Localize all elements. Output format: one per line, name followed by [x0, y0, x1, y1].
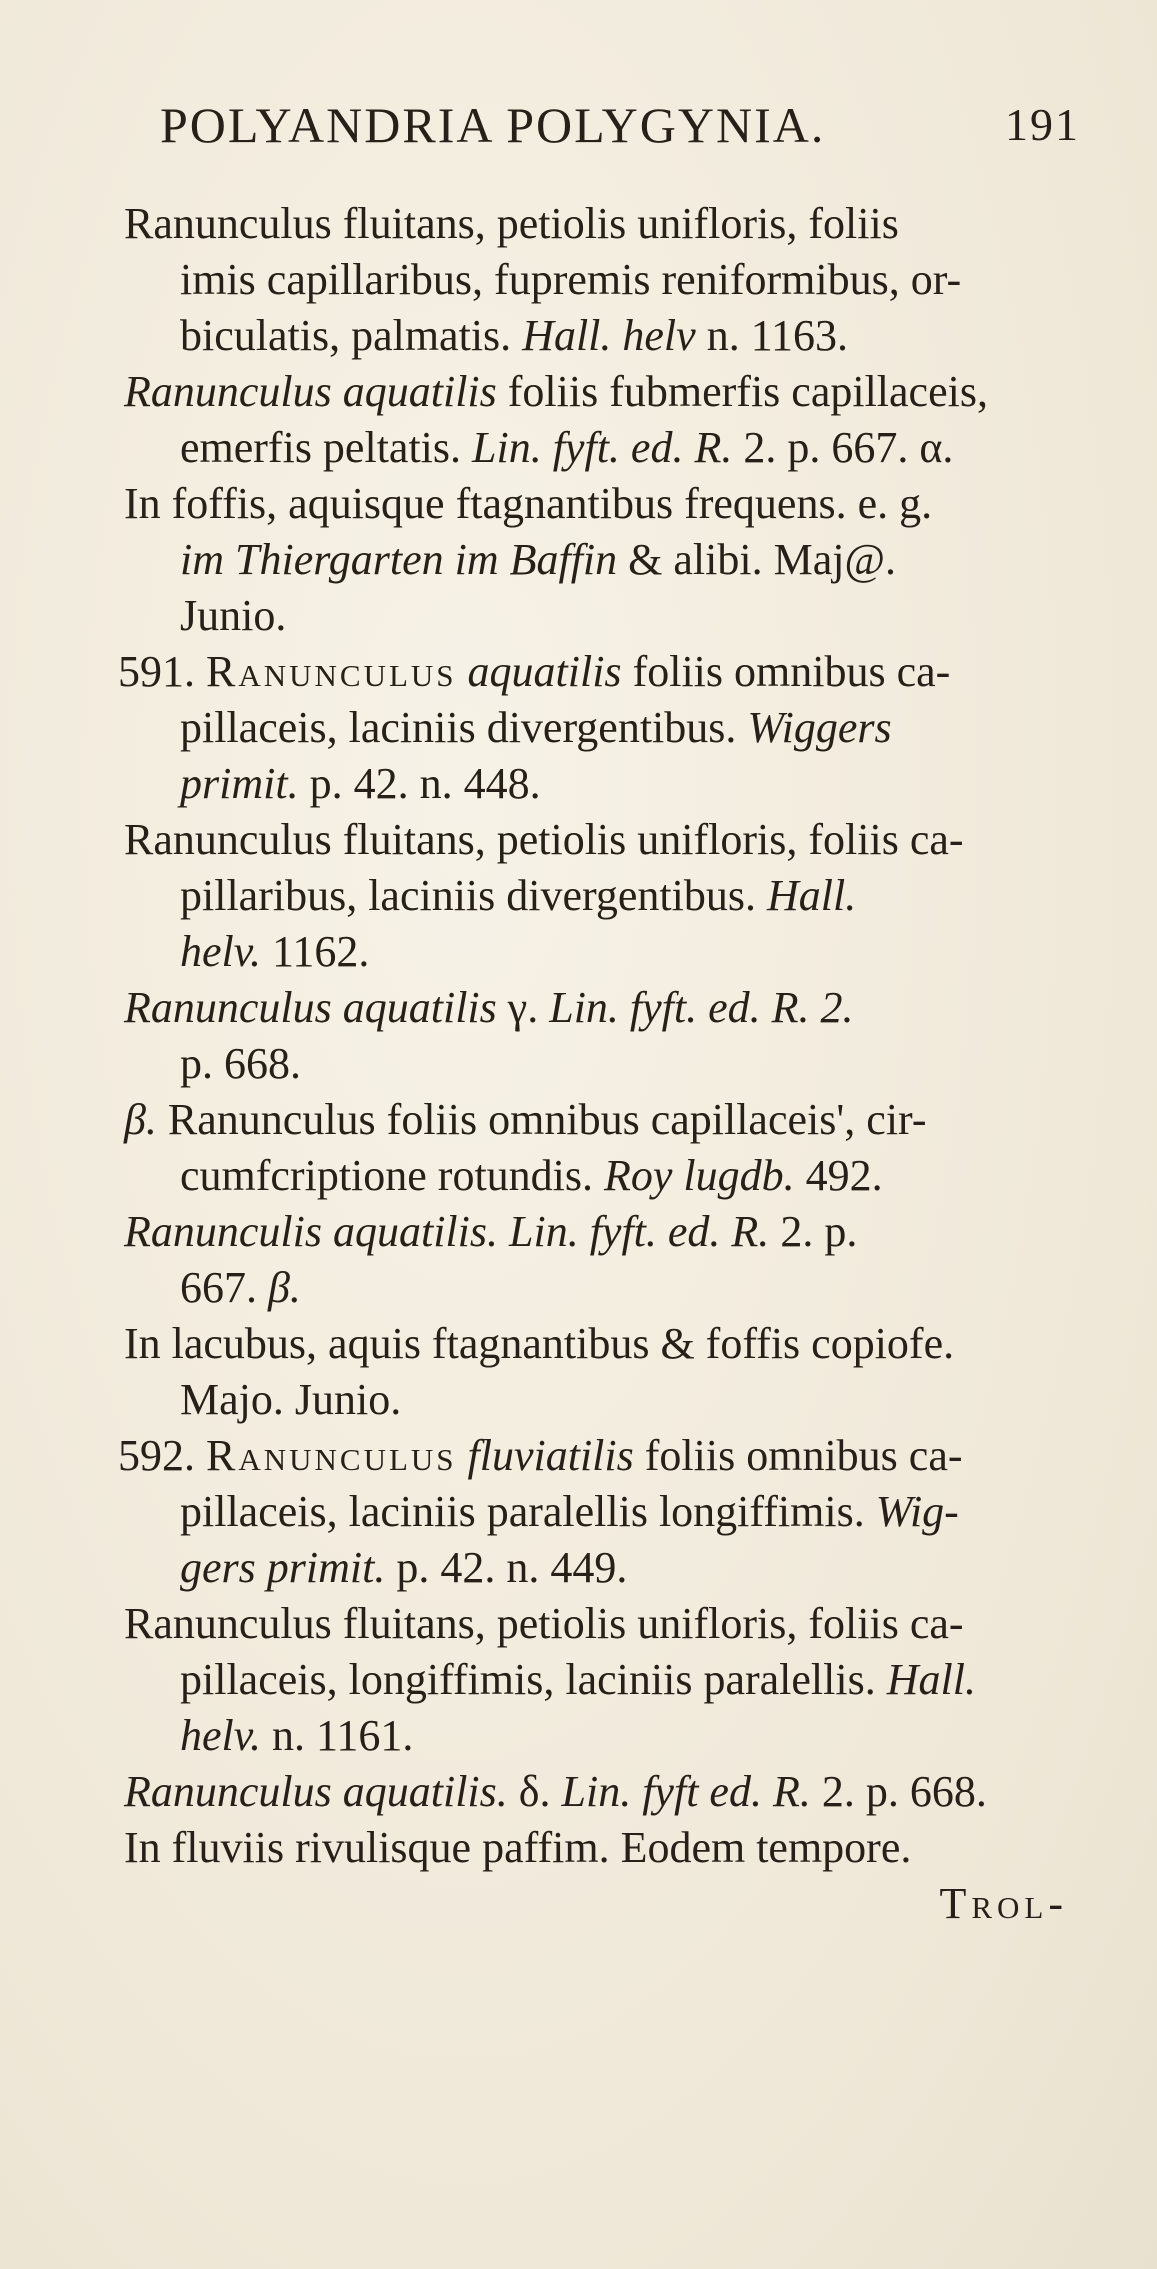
page-number: 191 [1005, 99, 1080, 150]
text-line: biculatis, palmatis. Hall. helv n. 1163. [180, 311, 849, 360]
text-line: Ranunculus fluitans, petiolis unifloris, foliis ca- [124, 815, 964, 864]
text-line: Ranunculus aquatilis. δ. Lin. fyft ed. R. 2. p. 668. [124, 1767, 987, 1816]
text-line: pillaceis, longiffimis, laciniis paralellis. Hall. [180, 1655, 976, 1704]
text-line: pillaceis, laciniis paralellis longiffimis. Wig- [180, 1487, 959, 1536]
text-line: pillaribus, laciniis divergentibus. Hall. [180, 871, 857, 920]
text-line: Ranunculus aquatilis γ. Lin. fyft. ed. R. 2. [124, 983, 854, 1032]
text-line: Ranunculis aquatilis. Lin. fyft. ed. R. 2. p. [124, 1207, 858, 1256]
entry-591: 591. Ranunculus aquatilis foliis omnibus ca- [118, 647, 951, 696]
text-line: emerfis peltatis. Lin. fyft. ed. R. 2. p. 667. α. [180, 423, 954, 472]
text-line: helv. n. 1161. [180, 1711, 414, 1760]
entry-592: 592. Ranunculus fluviatilis foliis omnibus ca- [118, 1431, 963, 1480]
text-line: p. 668. [180, 1039, 301, 1088]
entry-number: 591. [118, 647, 195, 696]
text-line: imis capillaribus, fupremis reniformibus, or- [180, 255, 962, 304]
page-title: POLYANDRIA POLYGYNIA. [160, 97, 826, 153]
text-line: β. Ranunculus foliis omnibus capillaceis', cir- [124, 1095, 927, 1144]
text-line: In lacubus, aquis ftagnantibus & foffis copiofe. [124, 1319, 955, 1368]
text-line: gers primit. p. 42. n. 449. [180, 1543, 628, 1592]
entry-number: 592. [118, 1431, 195, 1480]
running-header [160, 96, 1080, 166]
text-line: Ranunculus fluitans, petiolis unifloris, foliis ca- [124, 1599, 964, 1648]
text-line: In fluviis rivulisque paffim. Eodem tempore. [124, 1823, 912, 1872]
text-line: cumfcriptione rotundis. Roy lugdb. 492. [180, 1151, 883, 1200]
text-line: Majo. Junio. [180, 1375, 402, 1424]
text-line: helv. 1162. [180, 927, 370, 976]
text-line: 667. β. [180, 1263, 301, 1312]
text-line: Junio. [180, 591, 287, 640]
catchword: Trol- [939, 1879, 1068, 1928]
text-line: Ranunculus fluitans, petiolis unifloris, foliis [124, 199, 899, 248]
text-line: Ranunculus aquatilis foliis fubmerfis capillaceis, [124, 367, 988, 416]
text-line: In foffis, aquisque ftagnantibus frequens. e. g. [124, 479, 933, 528]
text-line: primit. p. 42. n. 448. [180, 759, 541, 808]
text-line: pillaceis, laciniis divergentibus. Wiggers [180, 703, 892, 752]
body-text [118, 196, 1078, 1932]
text-line: im Thiergarten im Baffin & alibi. Maj@. [180, 535, 896, 584]
